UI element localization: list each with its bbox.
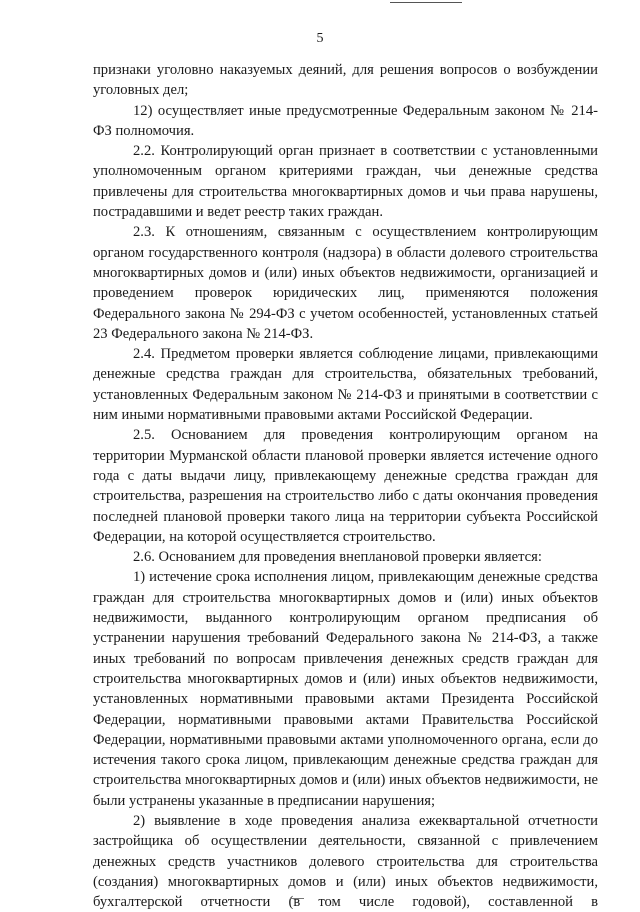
paragraph-2-6-item-1: 1) истечение срока исполнения лицом, привлекающим денежные средства граждан для строительства многоквартирных домов и (или) иных объектов недвижимости, выданного контролирующим органом предписания об устранении нарушения требований Федерального закона № 214-ФЗ, а также иных требований по вопросам привлечения денежных средств граждан для строительства многоквартирных домов и (или) иных объектов недвижимости, установленных нормативными правовыми актами Президента Российской Федерации, нормативными правовыми актами Правительства Российской Федерации, нормативными правовыми актами уполномоченного органа, если до истечения такого срока лицом, привлекающим денежные средства граждан для строительства многоквартирных домов и (или) иных объектов недвижимости, не были устранены указанные в предписании нарушения; — [93, 569, 598, 809]
paragraph-2-6-item-2: 2) выявление в ходе проведения анализа ежеквартальной отчетности застройщика об осуществлении деятельности, связанной с привлечением денежных средств участников долевого строительства для строительства (создания) многоквартирных домов и (или) иных объектов недвижимости, бухгалтерской отчетности (в том числе годовой), составленной в — [93, 812, 598, 911]
paragraph-item-12: 12) осуществляет иные предусмотренные Федеральным законом № 214-ФЗ полномочия. — [93, 102, 598, 139]
paragraph-2-3: 2.3. К отношениям, связанным с осуществлением контролирующим органом государственного контроля (надзора) в области долевого строительства многоквартирных домов и (или) иных объектов недвижимости, организацией и проведением проверок юридических лиц, применяются положения Федерального закона № 294-ФЗ с учетом особенностей, установленных статьей 23 Федерального закона № 214-ФЗ. — [93, 224, 598, 342]
paragraph-2-4: 2.4. Предметом проверки является соблюдение лицами, привлекающими денежные средства граждан для строительства, обязательных требований, установленных Федеральным законом № 214-ФЗ и принятыми в соответствии с ним иными нормативными правовыми актами Российской Федерации. — [93, 346, 598, 424]
paragraph-2-2: 2.2. Контролирующий орган признает в соответствии с установленными уполномоченным органом критериями граждан, чьи денежные средства привлечены для строительства многоквартирных домов и чьи права нарушены, пострадавшими и ведет реестр таких граждан. — [93, 143, 598, 221]
page-number: 5 — [316, 31, 324, 46]
top-rule — [390, 2, 462, 3]
bottom-mark — [290, 898, 304, 899]
document-body — [93, 60, 598, 912]
paragraph-continuation: признаки уголовно наказуемых деяний, для решения вопросов о возбуждении уголовных дел; — [93, 62, 598, 99]
paragraph-2-6: 2.6. Основанием для проведения внеплановой проверки является: — [133, 549, 542, 566]
paragraph-2-5: 2.5. Основанием для проведения контролирующим органом на территории Мурманской области плановой проверки является истечение одного года с даты выдачи лицу, привлекающему денежные средства граждан для строительства, разрешения на строительство либо с даты окончания проведения последней плановой проверки такого лица на территории субъекта Российской Федерации, на которой осуществляется строительство. — [93, 427, 598, 545]
